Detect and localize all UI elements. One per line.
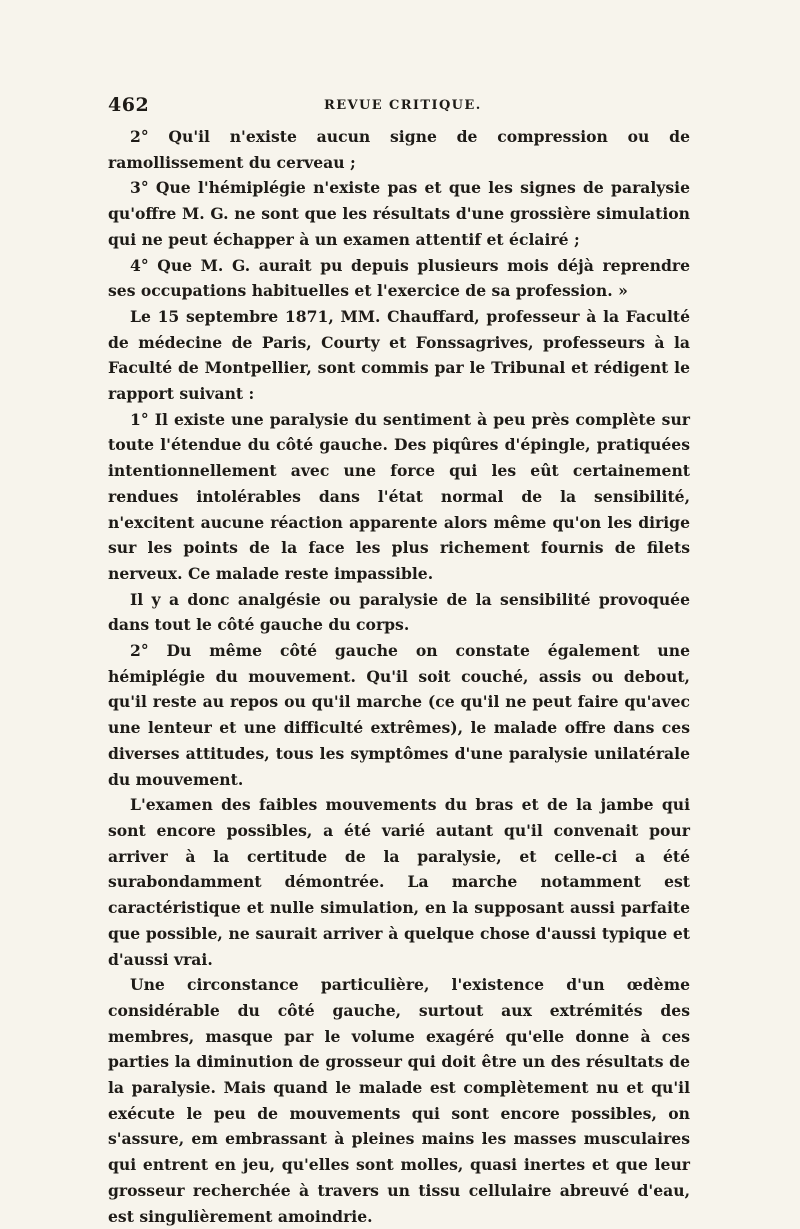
paragraph: Une circonstance particulière, l'existence d'un œdème considérable du côté gauche, surtout aux extrémités des membres, masque par le volume exagéré qu'elle donne à ces parties la diminution de grosseur qui doit être un des résultats de la paralysie. Mais quand le malade est complètement nu et qu'il exécute le peu de mouvements qui sont encore possibles, on s'assure, em embrassant à pleines mains les masses musculaires qui entrent en jeu, qu'elles sont molles, quasi inertes et que leur grosseur recherchée à travers un tissu cellulaire abreuvé d'eau, est singulièrement amoindrie. [108, 975, 690, 1226]
paragraph: 2° Qu'il n'existe aucun signe de compression ou de ramollissement du cerveau ; [108, 127, 690, 172]
paragraph: L'examen des faibles mouvements du bras et de la jambe qui sont encore possibles, a été varié autant qu'il convenait pour arriver à la certitude de la paralysie, et celle-ci a été surabondamment démontrée. La marche notamment est caractéristique et nulle simulation, en la supposant aussi parfaite que possible, ne saurait arriver à quelque chose d'aussi typique et d'aussi vrai. [108, 795, 690, 969]
page-number: 462 [108, 94, 150, 116]
paragraph: 2° Du même côté gauche on constate également une hémiplégie du mouvement. Qu'il soit couché, assis ou debout, qu'il reste au repos ou qu'il marche (ce qu'il ne peut faire qu'avec une lenteur et une difficulté extrêmes), le malade offre dans ces diverses attitudes, tous les symptômes d'une paralysie unilatérale du mouvement. [108, 641, 690, 789]
paragraph: Il y a donc analgésie ou paralysie de la sensibilité provoquée dans tout le côté gauche du corps. [108, 589, 690, 635]
paragraph: 3° Que l'hémiplégie n'existe pas et que les signes de paralysie qu'offre M. G. ne sont que les résultats d'une grossière simulation qui ne peut échapper à un examen attentif et éclairé ; [108, 178, 690, 249]
page-header [108, 94, 690, 120]
paragraph: Le 15 septembre 1871, MM. Chauffard, professeur à la Faculté de médecine de Paris, Courty et Fonssagrives, professeurs à la Faculté de Montpellier, sont commis par le Tribunal et rédigent le rapport suivant : [108, 306, 690, 404]
book-page [108, 94, 690, 1229]
running-title: REVUE CRITIQUE. [324, 98, 482, 113]
paragraph: 4° Que M. G. aurait pu depuis plusieurs mois déjà reprendre ses occupations habituelles et l'exercice de sa profession. » [108, 255, 690, 301]
paragraph: 1° Il existe une paralysie du sentiment à peu près complète sur toute l'étendue du côté gauche. Des piqûres d'épingle, pratiquées intentionnellement avec une force qui les eût certainement rendues intolérables dans l'état normal de la sensibilité, n'excitent aucune réaction apparente alors même qu'on les dirige sur les points de la face les plus richement fournis de filets nerveux. Ce malade reste impassible. [108, 409, 690, 583]
body-text [108, 124, 690, 1229]
